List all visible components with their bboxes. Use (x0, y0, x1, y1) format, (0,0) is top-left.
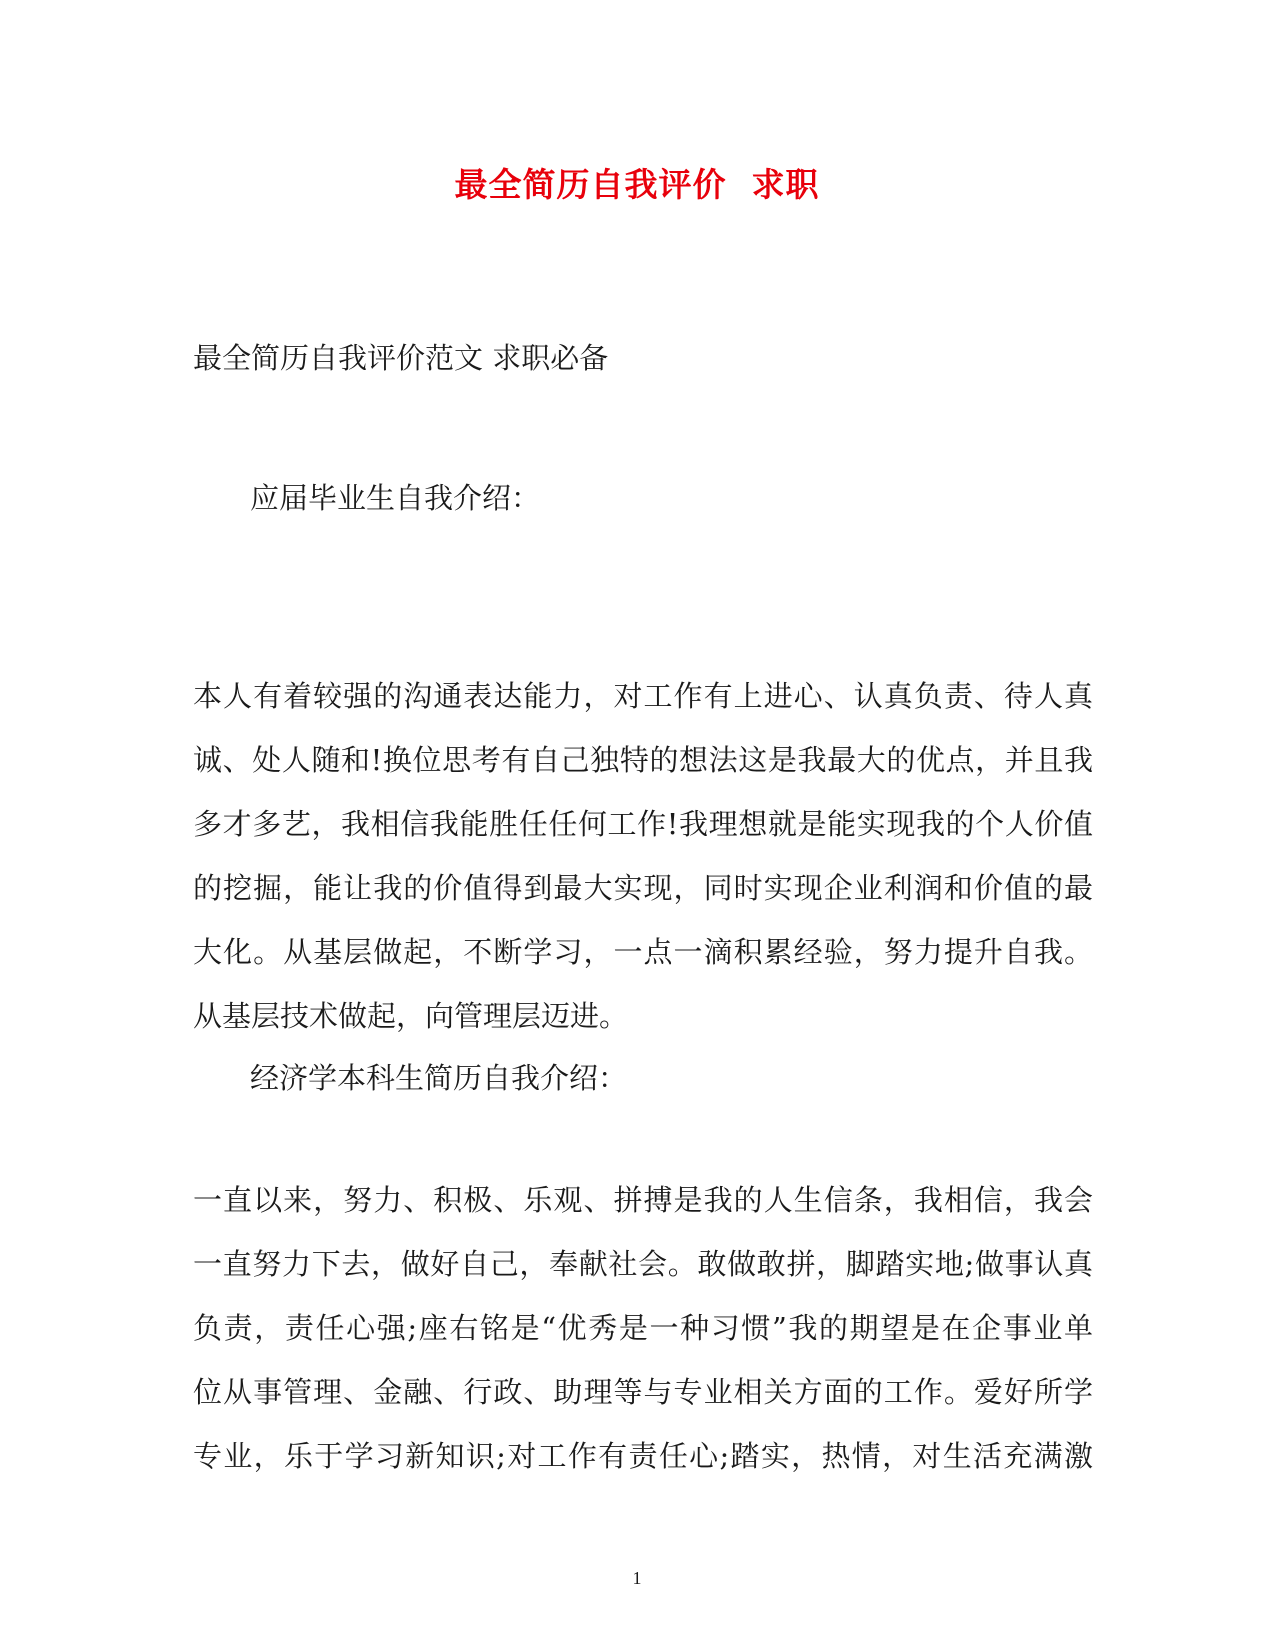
paragraph-line: 本人有着较强的沟通表达能力，对工作有上进心、认真负责、待人真 (193, 679, 1093, 713)
paragraph-line: 多才多艺，我相信我能胜任任何工作!我理想就是能实现我的个人价值 (193, 807, 1093, 841)
paragraph-line: 大化。从基层做起，不断学习，一点一滴积累经验，努力提升自我。 (193, 935, 1093, 969)
document-title: 最全简历自我评价 求职 (454, 165, 820, 204)
paragraph-line: 专业，乐于学习新知识;对工作有责任心;踏实，热情，对生活充满激 (193, 1439, 1093, 1473)
document-subtitle: 最全简历自我评价范文 求职必备 (193, 341, 609, 375)
paragraph-line: 从基层技术做起，向管理层迈进。 (193, 999, 629, 1033)
paragraph-line: 位从事管理、金融、行政、助理等与专业相关方面的工作。爱好所学 (193, 1375, 1093, 1409)
paragraph-line: 的挖掘，能让我的价值得到最大实现，同时实现企业利润和价值的最 (193, 871, 1093, 905)
paragraph-line: 负责，责任心强;座右铭是“优秀是一种习惯”我的期望是在企事业单 (193, 1311, 1093, 1345)
section-paragraph-economics (193, 1168, 1093, 1488)
page-number: 1 (632, 1568, 642, 1588)
paragraph-line: 诚、处人随和!换位思考有自己独特的想法这是我最大的优点，并且我 (193, 743, 1093, 777)
paragraph-line: 一直以来，努力、积极、乐观、拼搏是我的人生信条，我相信，我会 (193, 1183, 1093, 1217)
section-paragraph-graduate (193, 664, 1093, 1048)
section-heading-economics: 经济学本科生简历自我介绍： (250, 1061, 628, 1095)
paragraph-line: 一直努力下去，做好自己，奉献社会。敢做敢拼，脚踏实地;做事认真 (193, 1247, 1093, 1281)
section-heading-graduate: 应届毕业生自我介绍： (250, 481, 541, 515)
